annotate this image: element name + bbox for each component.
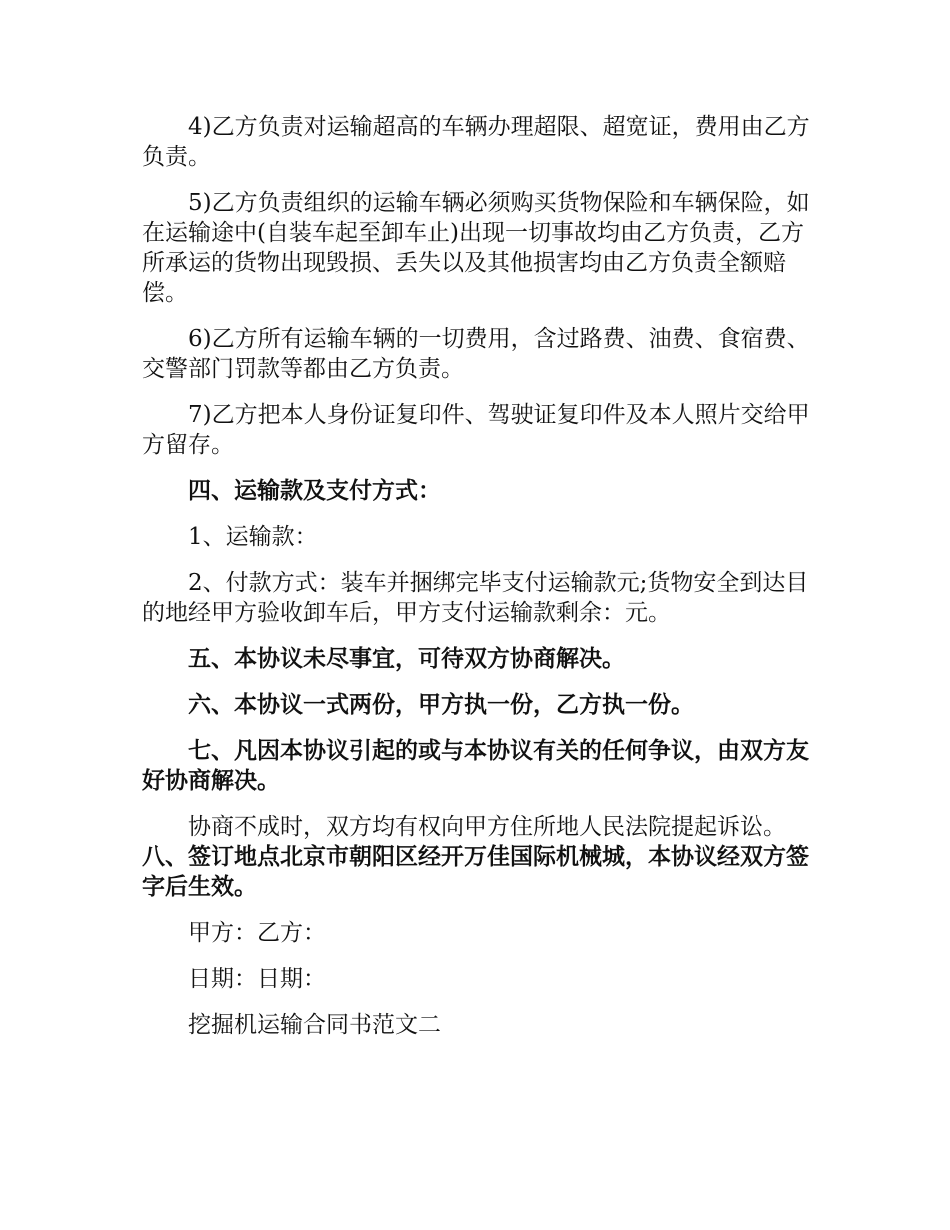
- section-7-heading: 七、凡因本协议引起的或与本协议有关的任何争议，由双方友好协商解决。: [142, 737, 809, 794]
- litigation-paragraph: 协商不成时，双方均有权向甲方住所地人民法院提起诉讼。: [188, 814, 786, 840]
- payment-item-2: 2、付款方式：装车并捆绑完毕支付运输款元;货物安全到达目的地经甲方验收卸车后，甲方支付运输款剩余：元。: [142, 570, 809, 626]
- section-4-heading: 四、运输款及支付方式：: [188, 477, 441, 504]
- payment-item-1: 1、运输款：: [188, 524, 318, 550]
- clause-5-insurance-liability: 5)乙方负责组织的运输车辆必须购买货物保险和车辆保险，如在运输途中(自装车起至卸车止)出现一切事故均由乙方负责，乙方所承运的货物出现毁损、丢失以及其他损害均由乙方负责全额赔偿。: [142, 190, 810, 306]
- section-5-heading: 五、本协议未尽事宜，可待双方协商解决。: [188, 645, 625, 672]
- clause-6-vehicle-expenses: 6)乙方所有运输车辆的一切费用，含过路费、油费、食宿费、交警部门罚款等都由乙方负责。: [142, 326, 810, 382]
- signature-parties: 甲方：乙方：: [188, 920, 326, 946]
- document-body: [142, 112, 812, 1056]
- next-document-title: 挖掘机运输合同书范文二: [188, 1012, 441, 1038]
- signature-dates: 日期：日期：: [188, 966, 326, 992]
- clause-4-oversize-permit: 4)乙方负责对运输超高的车辆办理超限、超宽证，费用由乙方负责。: [142, 114, 810, 170]
- section-6-heading: 六、本协议一式两份，甲方执一份，乙方执一份。: [188, 691, 694, 718]
- clause-7-identity-documents: 7)乙方把本人身份证复印件、驾驶证复印件及本人照片交给甲方留存。: [142, 402, 810, 458]
- section-8-heading: 八、签订地点北京市朝阳区经开万佳国际机械城，本协议经双方签字后生效。: [142, 843, 809, 900]
